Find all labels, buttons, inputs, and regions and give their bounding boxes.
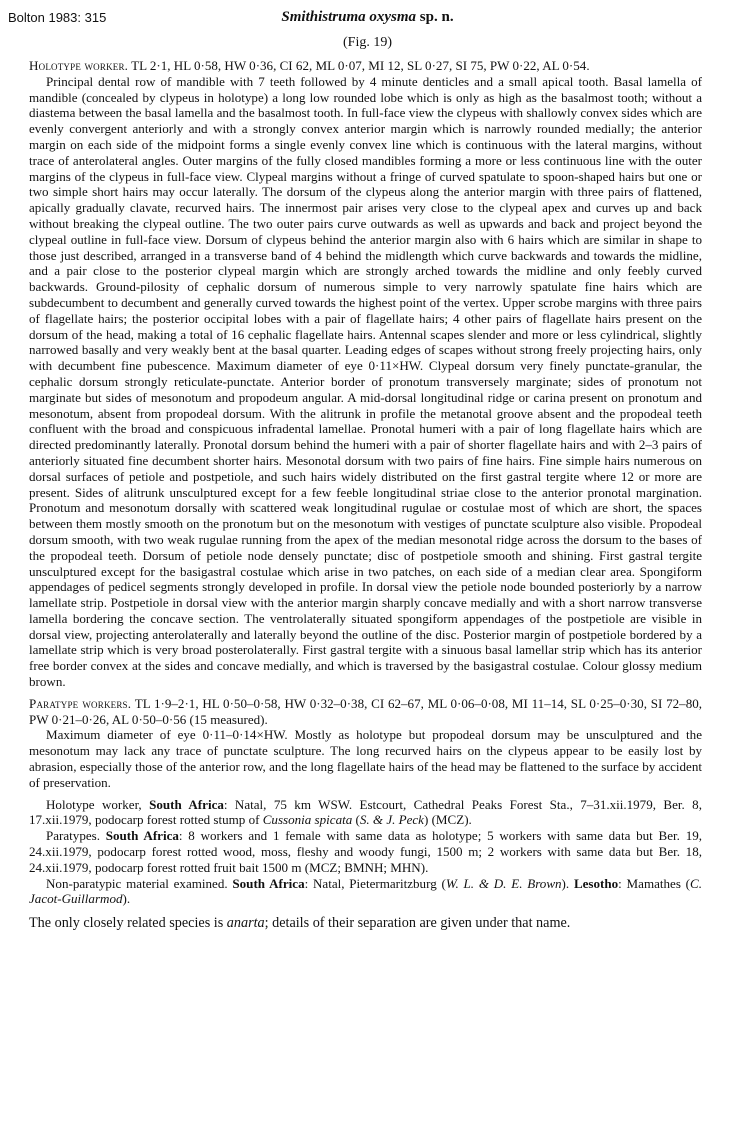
non-paratypic-material: Non-paratypic material examined. South Africa: Natal, Pietermaritzburg (W. L. & D. E. Brown). Lesotho: Mamathes (C. Jacot-Guillarmod). bbox=[29, 875, 702, 907]
paratype-locality: Paratypes. South Africa: 8 workers and 1 female with same data as holotype; 5 workers with same data but Ber. 19, 24.xii.1979, podocarp forest rotted wood, moss, fleshy and woody fungi, 1500 m; 2 workers with same data but Ber. 18, 24.xii.1979, podocarp forest rotted fruit bait 1500 m (MCZ; BMNH; MHN). bbox=[29, 828, 703, 875]
species-status: sp. n. bbox=[416, 9, 454, 25]
description-body bbox=[29, 58, 702, 932]
material-examined bbox=[29, 797, 702, 908]
host-plant-name: Cussonia spicata bbox=[262, 812, 353, 828]
paratype-measurements-paragraph bbox=[29, 696, 702, 728]
nonpara-collectors-1: W. L. & D. E. Brown bbox=[445, 875, 562, 891]
nonpara-country-2: Lesotho bbox=[573, 875, 619, 891]
holotype-measurements: TL 2·1, HL 0·58, HW 0·36, CI 62, ML 0·07, MI 12, SL 0·27, SI 75, PW 0·22, AL 0·54. bbox=[128, 58, 590, 73]
paratype-country: South Africa bbox=[105, 828, 179, 844]
nonpara-collectors-2: C. Jacot-Guillarmod bbox=[29, 875, 702, 907]
holotype-label: Holotype worker. bbox=[29, 58, 129, 73]
figure-reference: (Fig. 19) bbox=[343, 35, 392, 50]
related-species-note: The only closely related species is anarta; details of their separation are given under that name. bbox=[29, 915, 571, 932]
species-name: Smithistruma oxysma bbox=[281, 9, 417, 25]
source-citation: Bolton 1983: 315 bbox=[8, 10, 107, 25]
paratype-measurements: TL 1·9–2·1, HL 0·50–0·58, HW 0·32–0·38, CI 62–67, ML 0·06–0·08, MI 11–14, SL 0·25–0·30, SI 72–80, PW 0·21–0·26, AL 0·50–0·56 (15 measured). bbox=[29, 695, 703, 727]
holotype-description: Principal dental row of mandible with 7 teeth followed by 4 minute denticles and a small apical tooth. Basal lamella of mandible (concealed by clypeus in holotype) a long low rounded lobe which is only as high as the basalmost tooth; without a diastema between the basal lamella and the basalmost tooth. In full-face view the clypeus with shallowly convex sides which are evenly convergent anteriorly and with a strongly convex anterior margin which is narrowly rounded medially; the anterior margin on each side of the midpoint forms a single evenly convex line which is continuous with the lateral margins, without trace of anterolateral angles. Outer margins of the fully closed mandibles forming a more or less continuous line with the outer margins of the clypeus in full-face view. Clypeal margins without a fringe of curved spatulate to spoon-shaped hairs but one or two simple short hairs may occur laterally. The dorsum of the clypeus along the anterior margin with three pairs of flattened, apically gradually clavate, recurved hairs. The innermost pair arises very close to the clypeal apex and curves up and back without breaking the clypeal outline. The two outer pairs curve outwards as well as upwards and back and project beyond the clypeal outline in full-face view. Dorsum of clypeus behind the anterior margin also with 6 hairs which are similar in shape to those just described, arranged in a transverse band of 4 behind the midlength which curve backwards and towards the midline, and a pair close to the posterior clypeal margin which are strongly arched towards the midline and only feebly curved backwards. Ground-pilosity of cephalic dorsum of numerous simple to very narrowly spatulate fine hairs which are subdecumbent to decumbent and generally curved towards the highest point of the vertex. Upper scrobe margins with three pairs of flagellate hairs; the posterior occipital lobes with a pair of flagellate hairs; 4 other pairs of flagellate hairs present on the dorsum of the head, making a total of 16 cephalic flagellate hairs. Antennal scapes slender and more or less cylindrical, slightly narrowed basally and very weakly bent at the basal quarter. Leading edges of scapes without strong freely projecting hairs, only with decumbent fine pubescence. Maximum diameter of eye 0·11×HW. Clypeal dorsum very finely punctate-granular, the cephalic dorsum strongly reticulate-punctate. Anterior border of pronotum transversely marginate; sides of pronotum not marginate but sides of mesonotum and propodeum angular. A mid-dorsal longitudinal ridge or carina present on pronotum and mesonotum, absent from propodeal dorsum. With the alitrunk in profile the metanotal groove absent and the propodeal teeth confluent with the broad and conspicuous infradental lamellae. Pronotal humeri with a pair of long flagellate hairs which are directed predominantly laterally. Pronotal dorsum behind the humeri with a pair of shorter flagellate hairs and with 2–3 pairs of anteriorly situated fine decumbent shorter hairs. Mesonotal dorsum with two pairs of fine hairs. Fine simple hairs numerous on dorsal surfaces of petiole and postpetiole, and such hairs widely distributed on the first gastral tergite where 12 or more are present. Sides of alitrunk unsculptured except for a few feeble longitudinal striae close to the anterior pronotal margination. Pronotum and mesonotum dorsally with scattered weak longitudinal rugulae or costulae most of which are short, the spaces between them mostly smooth on the pronotum but on the mesonotum with vestiges of punctate sculpture also visible. Propodeal dorsum smooth, with two weak rugulae running from the apex of the median mesonotal ridge across the dorsum to the bases of the propodeal teeth. Dorsum of petiole node densely punctate; disc of postpetiole smooth and shining. First gastral tergite unsculptured except for the basigastral costulae which arise in two patches, on each side of a median clear area. Spongiform appendages of pedicel segments strongly developed in profile. In dorsal view the petiole node bounded posteriorly by a narrow lamellate strip. Postpetiole in dorsal view with the anterior margin sharply concave medially and with a short narrow transverse lamella bordering the concave section. The ventrolaterally situated spongiform appendages of the postpetiole are visible in dorsal view, projecting anterolaterally and laterally beyond the outline of the disc. Posterior margin of postpetiole bordered by a lamellate strip which is very broad posterolaterally. First gastral tergite with a sinuous basal lamellar strip which has its anterior free border convex at the sides and concave medially, and which is traversed by the basigastral costulae. Colour glossy medium brown. bbox=[29, 73, 702, 690]
paratype-variation: Maximum diameter of eye 0·11–0·14×HW. Mostly as holotype but propodeal dorsum may be unsculptured and the mesonotum may lack any trace of punctate sculpture. The long recurved hairs on the clypeus appear to be easily lost by abrasion, especially those of the anterior row, and the long flagellate hairs of the head may be flattened to the surface by accident of preservation. bbox=[29, 727, 702, 790]
nonpara-country: South Africa bbox=[232, 875, 305, 891]
species-heading bbox=[0, 9, 735, 26]
holotype-measurements-paragraph bbox=[29, 58, 702, 74]
holotype-country: South Africa bbox=[149, 796, 224, 812]
holotype-collectors: S. & J. Peck bbox=[359, 812, 424, 828]
related-species-name: anarta bbox=[226, 915, 265, 932]
paratype-label: Paratype workers. bbox=[29, 695, 132, 711]
holotype-locality: Holotype worker, South Africa: Natal, 75 km WSW. Estcourt, Cathedral Peaks Forest Sta., 7–31.xii.1979, Ber. 8, 17.xii.1979, podocarp forest rotted stump of Cussonia spicata (S. & J. Peck) (MCZ). bbox=[29, 796, 702, 828]
